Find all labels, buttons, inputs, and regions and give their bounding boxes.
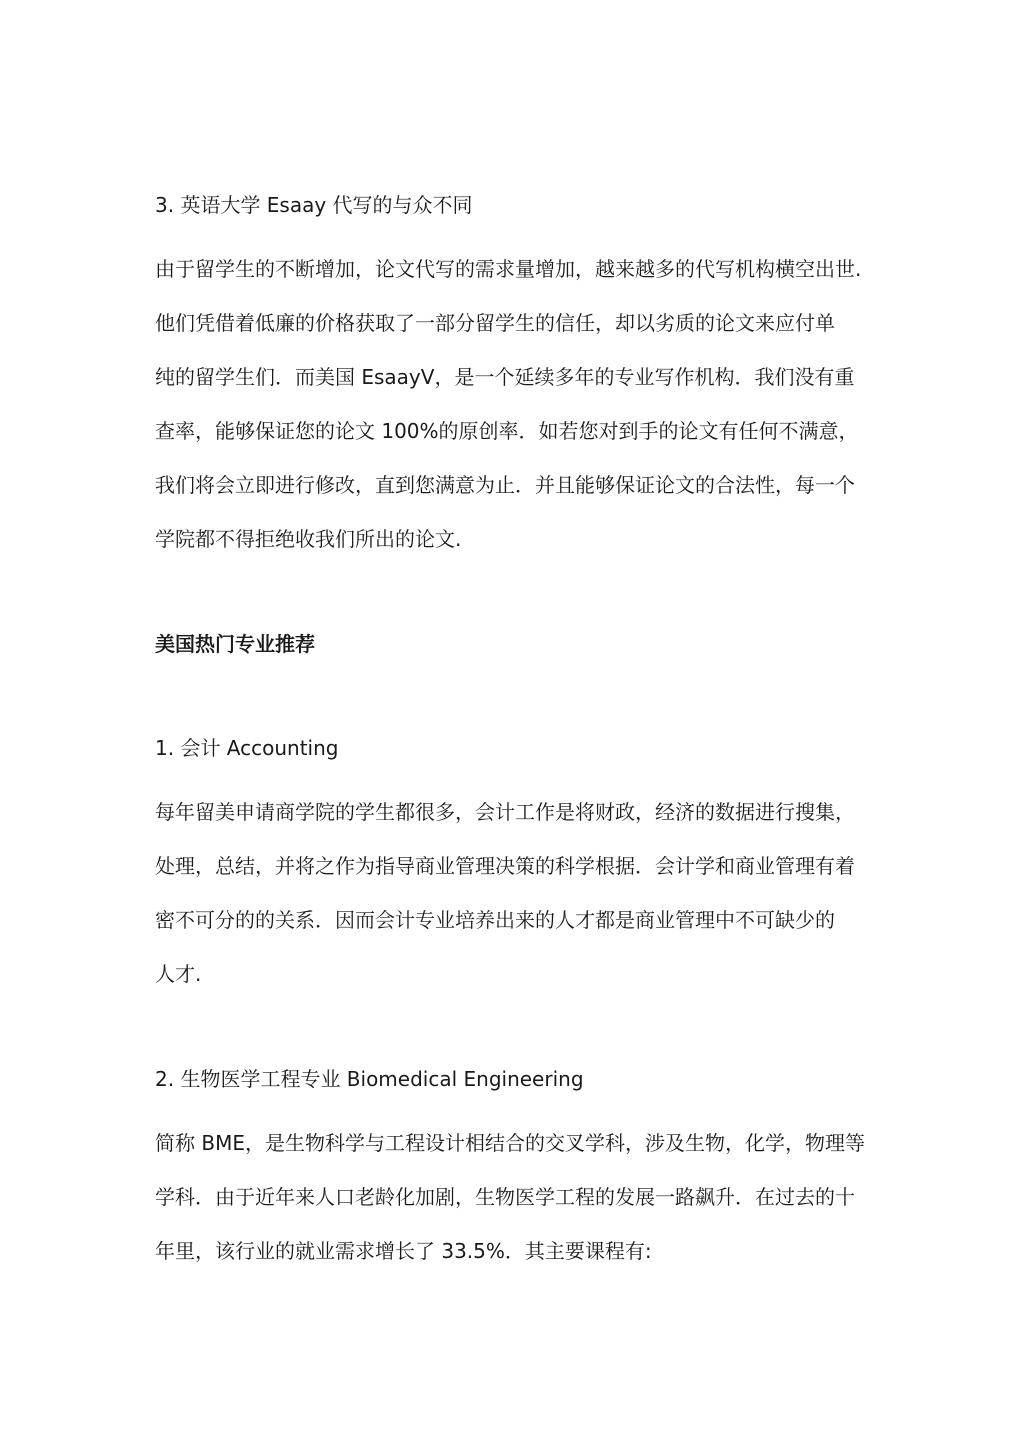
section-heading-bme: 2. 生物医学工程专业 Biomedical Engineering: [155, 1067, 584, 1091]
paragraph-line: 纯的留学生们．而美国 EsaayV，是一个延续多年的专业写作机构．我们没有重: [155, 365, 855, 389]
paragraph-line: 每年留美申请商学院的学生都很多，会计工作是将财政，经济的数据进行搜集，: [155, 800, 855, 824]
paragraph-line: 年里，该行业的就业需求增长了 33.5%．其主要课程有:: [155, 1239, 652, 1263]
document-content: [155, 188, 885, 1278]
section-heading-esaay: 3. 英语大学 Esaay 代写的与众不同: [155, 193, 473, 217]
paragraph-line: 简称 BME，是生物科学与工程设计相结合的交叉学科，涉及生物，化学，物理等: [155, 1131, 865, 1155]
paragraph-esaay: [155, 242, 885, 566]
section-heading-accounting: 1. 会计 Accounting: [155, 736, 339, 760]
paragraph-line: 由于留学生的不断增加，论文代写的需求量增加，越来越多的代写机构横空出世.: [155, 257, 862, 281]
paragraph-line: 人才.: [155, 962, 202, 986]
paragraph-line: 密不可分的的关系．因而会计专业培养出来的人才都是商业管理中不可缺少的: [155, 908, 835, 932]
paragraph-line: 处理，总结，并将之作为指导商业管理决策的科学根据．会计学和商业管理有着: [155, 854, 855, 878]
paragraph-line: 他们凭借着低廉的价格获取了一部分留学生的信任，却以劣质的论文来应付单: [155, 311, 835, 335]
paragraph-line: 学院都不得拒绝收我们所出的论文.: [155, 527, 462, 551]
paragraph-accounting: [155, 785, 885, 1001]
popular-majors-heading: 美国热门专业推荐: [155, 632, 315, 656]
paragraph-bme: [155, 1116, 885, 1278]
paragraph-line: 查率，能够保证您的论文 100%的原创率．如若您对到手的论文有任何不满意，: [155, 419, 859, 443]
paragraph-line: 我们将会立即进行修改，直到您满意为止．并且能够保证论文的合法性，每一个: [155, 473, 855, 497]
paragraph-line: 学科．由于近年来人口老龄化加剧，生物医学工程的发展一路飙升．在过去的十: [155, 1185, 855, 1209]
